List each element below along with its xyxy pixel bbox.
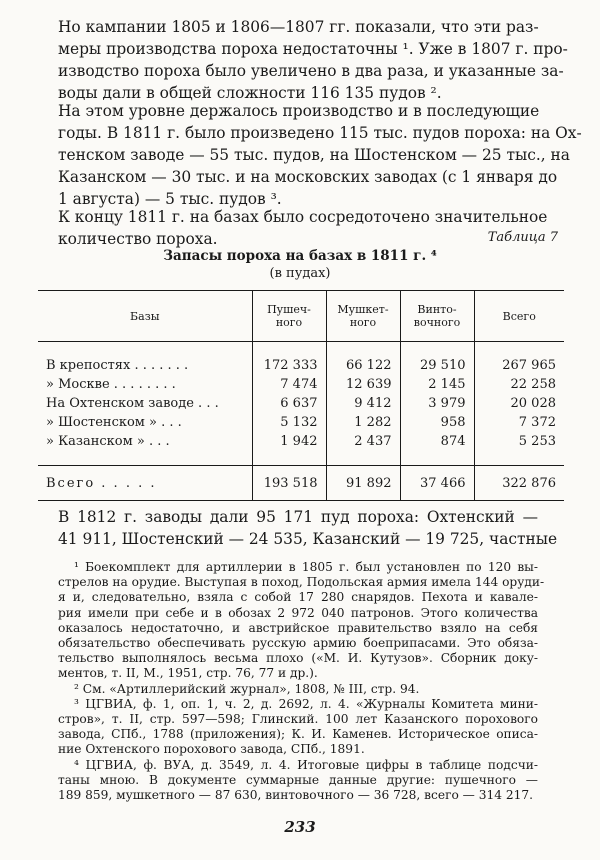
footnote-line: обязательство обеспечивать русскую армию боеприпасами. Это обяза-	[58, 636, 538, 651]
footnote-line: тельство выполнялось весьма плохо («М. И. Кутузов». Сборник доку-	[58, 651, 538, 666]
rifle-value: 3 979	[400, 394, 474, 413]
text-line: воды дали в общей сложности 116 135 пудов ².	[58, 84, 442, 102]
cannon-total: 193 518	[252, 466, 326, 501]
base-name: » Шостенском » . . .	[46, 415, 182, 430]
footnote-1	[58, 560, 545, 682]
table-row	[38, 356, 564, 375]
footnote-4	[58, 758, 538, 804]
text-line: На этом уровне держалось производство и в последующие	[58, 102, 540, 120]
table-row	[38, 375, 564, 394]
total-value: 5 253	[474, 432, 564, 451]
text-line: Но кампании 1805 и 1806—1807 гг. показали, что эти раз-	[58, 18, 539, 36]
footnote-2	[58, 682, 538, 697]
musket-value: 12 639	[326, 375, 400, 394]
rifle-total: 37 466	[400, 466, 474, 501]
footnote-line: ние Охтенского порохового завода, СПб., 1891.	[58, 742, 365, 757]
column-header-cannon: Пушеч- ного	[252, 291, 326, 342]
musket-total: 91 892	[326, 466, 400, 501]
paragraph-4	[58, 506, 558, 550]
total-label: Всего . . . . .	[38, 466, 252, 501]
cannon-value: 1 942	[252, 432, 326, 451]
musket-value: 66 122	[326, 356, 400, 375]
page-number: 233	[284, 818, 316, 836]
spacer-row	[38, 342, 564, 357]
total-value: 22 258	[474, 375, 564, 394]
rifle-value: 958	[400, 413, 474, 432]
footnote-line: ментов, т. II, М., 1951, стр. 76, 77 и др.).	[58, 666, 318, 681]
table-row	[38, 413, 564, 432]
base-name: На Охтенском заводе . . .	[46, 396, 219, 411]
table-row	[38, 432, 564, 451]
rifle-value: 29 510	[400, 356, 474, 375]
footnote-line: завода, СПб., 1788 (приложения); К. И. Каменев. Историческое описа-	[58, 727, 538, 742]
table-number-label: Таблица 7	[487, 230, 558, 245]
footnote-line: стрелов на орудие. Выступая в поход, Подольская армия имела 144 оруди-	[58, 575, 545, 590]
musket-value: 2 437	[326, 432, 400, 451]
table-total-row	[38, 466, 564, 501]
footnote-line: таны мною. В документе суммарные данные другие: пушечного —	[58, 772, 538, 787]
paragraph-3	[58, 206, 548, 250]
footnotes	[58, 560, 545, 803]
text-line: тенском заводе — 55 тыс. пудов, на Шостенском — 25 тыс., на	[58, 146, 570, 164]
table-title: Запасы пороха на базах в 1811 г. ⁴	[163, 248, 437, 264]
footnote-line: 189 859, мушкетного — 87 630, винтовочного — 36 728, всего — 314 217.	[58, 788, 533, 803]
column-header-rifle: Винто- вочного	[400, 291, 474, 342]
text-line: 1 августа) — 5 тыс. пудов ³.	[58, 190, 282, 208]
base-name: » Москве . . . . . . . .	[46, 377, 176, 392]
text-line: 41 911, Шостенский — 24 535, Казанский — 19 725, частные	[58, 530, 558, 548]
cannon-value: 172 333	[252, 356, 326, 375]
cannon-value: 6 637	[252, 394, 326, 413]
column-header-total: Всего	[474, 291, 564, 342]
table-row	[38, 394, 564, 413]
footnote-line: ⁴ ЦГВИА, ф. ВУА, д. 3549, л. 4. Итоговые цифры в таблице подсчи-	[74, 757, 538, 772]
table-subtitle: (в пудах)	[269, 266, 331, 281]
footnote-line: ² См. «Артиллерийский журнал», 1808, № III, стр. 94.	[74, 681, 420, 696]
footnote-line: ¹ Боекомплект для артиллерии в 1805 г. был установлен по 120 вы-	[74, 560, 538, 574]
table-header-row	[38, 291, 564, 342]
base-name: » Казанском » . . .	[46, 434, 170, 449]
musket-value: 1 282	[326, 413, 400, 432]
total-value: 267 965	[474, 356, 564, 375]
cannon-value: 5 132	[252, 413, 326, 432]
spacer-row	[38, 451, 564, 466]
base-name: В крепостях . . . . . . .	[46, 358, 189, 373]
footnote-line: рия имели при себе и в обозах 2 972 040 патронов. Этого количества	[58, 605, 538, 620]
text-line: годы. В 1811 г. было произведено 115 тыс. пудов пороха: на Ох-	[58, 124, 582, 142]
column-header-musket: Мушкет- ного	[326, 291, 400, 342]
text-line: меры производства пороха недостаточны ¹. Уже в 1807 г. про-	[58, 40, 568, 58]
footnote-3	[58, 697, 538, 758]
rifle-value: 2 145	[400, 375, 474, 394]
total-value: 20 028	[474, 394, 564, 413]
total-value: 7 372	[474, 413, 564, 432]
footnote-line: оказалось недостаточно, и австрийское правительство взяло на себя	[58, 620, 538, 635]
text-line: Казанском — 30 тыс. и на московских заводах (с 1 января до	[58, 168, 558, 186]
text-line: изводство пороха было увеличено в два раза, и указанные за-	[58, 62, 564, 80]
paragraph-2	[58, 100, 582, 210]
footnote-line: я и, следовательно, взяла с собой 17 280 снарядов. Пехота и кавале-	[58, 590, 538, 605]
text-line: В 1812 г. заводы дали 95 171 пуд пороха: Охтенский —	[58, 508, 538, 526]
paragraph-1	[58, 16, 568, 104]
footnote-line: ³ ЦГВИА, ф. 1, оп. 1, ч. 2, д. 2692, л. 4. «Журналы Комитета мини-	[74, 696, 538, 711]
cannon-value: 7 474	[252, 375, 326, 394]
grand-total: 322 876	[474, 466, 564, 501]
musket-value: 9 412	[326, 394, 400, 413]
text-line: К концу 1811 г. на базах было сосредоточено значительное	[58, 208, 548, 226]
rifle-value: 874	[400, 432, 474, 451]
text-line: количество пороха.	[58, 230, 218, 248]
column-header-bases: Базы	[38, 291, 252, 342]
powder-stock-table	[38, 290, 564, 501]
footnote-line: стров», т. II, стр. 597—598; Глинский. 100 лет Казанского порохового	[58, 712, 538, 727]
